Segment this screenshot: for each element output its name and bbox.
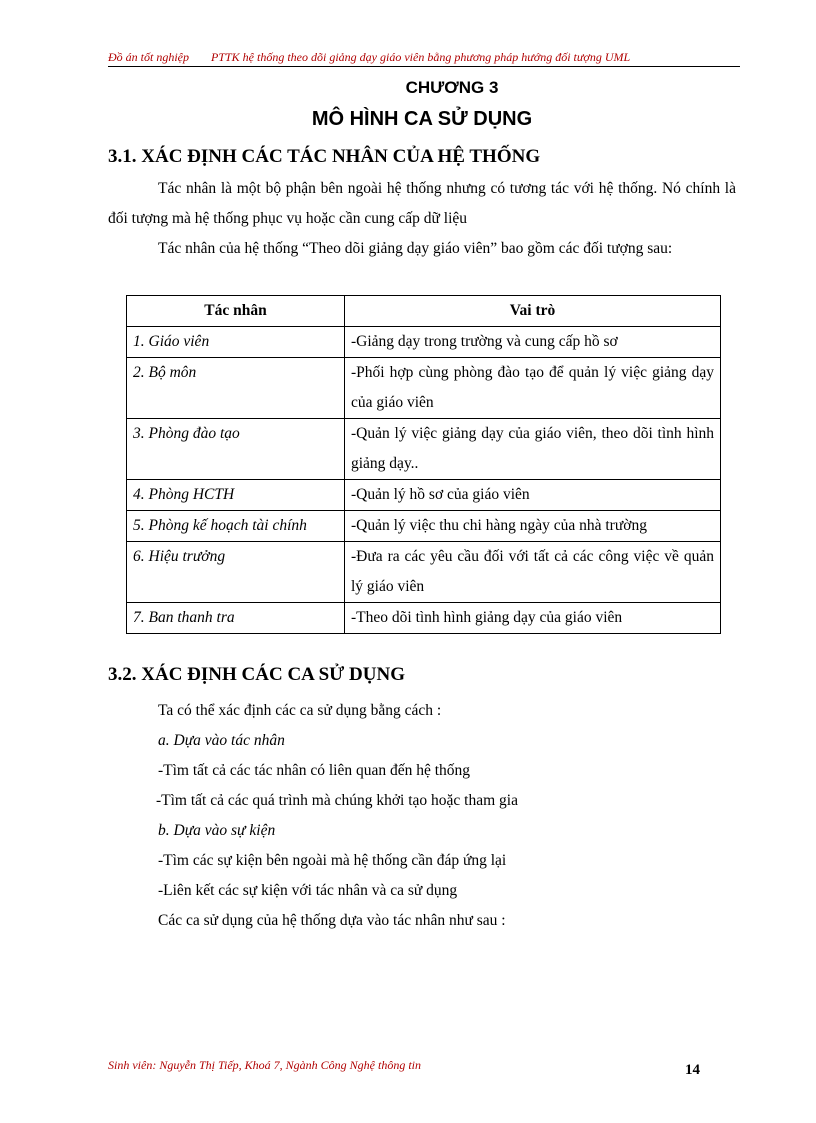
page-footer-author: Sinh viên: Nguyễn Thị Tiếp, Khoá 7, Ngành Công Nghệ thông tin [108, 1058, 421, 1072]
table-row [127, 480, 721, 511]
actor-cell: 6. Hiệu trưởng [127, 542, 345, 603]
chapter-title: MÔ HÌNH CA SỬ DỤNG [311, 108, 533, 130]
page-number: 14 [685, 1062, 700, 1078]
chapter-number: CHƯƠNG 3 [405, 78, 499, 97]
list-item: b. Dựa vào sự kiện [158, 822, 276, 839]
table-header-role: Vai trò [345, 296, 721, 327]
section-2-heading: 3.2. XÁC ĐỊNH CÁC CA SỬ DỤNG [108, 664, 405, 685]
role-cell: -Phối hợp cùng phòng đào tạo để quản lý việc giảng dạy của giáo viên [345, 358, 721, 419]
list-item: Ta có thể xác định các ca sử dụng bằng cách : [158, 702, 442, 719]
list-item: -Tìm tất cả các tác nhân có liên quan đến hệ thống [158, 762, 471, 779]
table-row [127, 327, 721, 358]
actor-cell: 5. Phòng kế hoạch tài chính [127, 511, 345, 542]
table-row [127, 542, 721, 603]
section-1-paragraph-2: Tác nhân của hệ thống “Theo dõi giảng dạy giáo viên” bao gồm các đối tượng sau: [158, 240, 673, 257]
list-item: -Tìm các sự kiện bên ngoài mà hệ thống cần đáp ứng lại [158, 852, 507, 869]
actors-table [126, 295, 721, 634]
header-left-text: Đồ án tốt nghiệp [108, 50, 189, 64]
table-row [127, 419, 721, 480]
actor-cell: 1. Giáo viên [127, 327, 345, 358]
table-header-row [127, 296, 721, 327]
role-cell: -Đưa ra các yêu cầu đối với tất cả các công việc về quản lý giáo viên [345, 542, 721, 603]
role-cell: -Quản lý việc thu chi hàng ngày của nhà trường [345, 511, 721, 542]
role-cell: -Theo dõi tình hình giảng dạy của giáo viên [345, 603, 721, 634]
actor-cell: 4. Phòng HCTH [127, 480, 345, 511]
header-right-text: PTTK hệ thống theo dõi giảng dạy giáo viên bằng phương pháp hướng đối tượng UML [211, 50, 631, 64]
section-2-body [158, 696, 738, 936]
actor-cell: 2. Bộ môn [127, 358, 345, 419]
list-item: -Tìm tất cả các quá trình mà chúng khởi tạo hoặc tham gia [156, 792, 518, 809]
page-header [108, 48, 740, 67]
table-row [127, 511, 721, 542]
section-1-paragraph-1: Tác nhân là một bộ phận bên ngoài hệ thống nhưng có tương tác với hệ thống. Nó chính là đối tượng mà hệ thống phục vụ hoặc cần cung cấp dữ liệu [108, 180, 736, 227]
section-1-heading: 3.1. XÁC ĐỊNH CÁC TÁC NHÂN CỦA HỆ THỐNG [108, 146, 541, 167]
list-item: Các ca sử dụng của hệ thống dựa vào tác nhân như sau : [158, 912, 506, 929]
table-row [127, 358, 721, 419]
list-item: a. Dựa vào tác nhân [158, 732, 285, 749]
actor-cell: 3. Phòng đào tạo [127, 419, 345, 480]
actor-cell: 7. Ban thanh tra [127, 603, 345, 634]
role-cell: -Quản lý việc giảng dạy của giáo viên, theo dõi tình hình giảng dạy.. [345, 419, 721, 480]
role-cell: -Quản lý hồ sơ của giáo viên [345, 480, 721, 511]
role-cell: -Giảng dạy trong trường và cung cấp hồ sơ [345, 327, 721, 358]
table-row [127, 603, 721, 634]
list-item: -Liên kết các sự kiện với tác nhân và ca sử dụng [158, 882, 458, 899]
table-header-actor: Tác nhân [127, 296, 345, 327]
